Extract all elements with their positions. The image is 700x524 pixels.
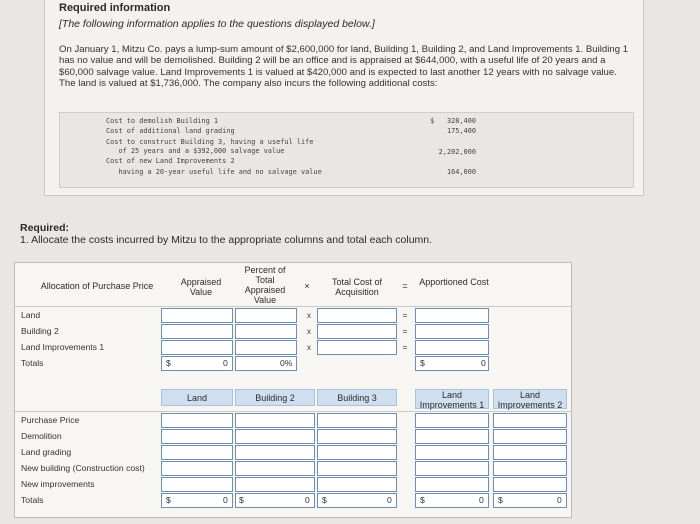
dollar-sign: $: [166, 358, 171, 368]
header-land-improvements-2: Land Improvements 2: [497, 390, 563, 410]
dollar-sign: $: [430, 117, 435, 125]
dollar-sign: $: [420, 358, 425, 368]
information-panel: [44, 0, 644, 196]
purchase-price-building-3-input[interactable]: [317, 413, 397, 428]
divider: [15, 306, 571, 307]
building-2-appraised-input[interactable]: [161, 324, 233, 339]
equals-operator: =: [402, 311, 408, 320]
land-improvements-1-percent-input[interactable]: [235, 340, 297, 355]
header-equals: =: [402, 281, 408, 291]
answer-grid: [14, 262, 572, 518]
cost-line: Cost to demolish Building 1: [106, 117, 219, 125]
cost-amount: 175,400: [446, 127, 476, 135]
row-label-purchase-price: Purchase Price: [21, 415, 80, 425]
column-header-land: [161, 389, 233, 406]
header-apportioned: Apportioned Cost: [419, 277, 489, 287]
cost-line: Cost to construct Building 3, having a useful life: [106, 138, 314, 146]
total-building-2-field: [235, 493, 315, 508]
new-building-land-input[interactable]: [161, 461, 233, 476]
purchase-price-land-input[interactable]: [161, 413, 233, 428]
cost-line: having a 20-year useful life and no salvage value: [106, 168, 322, 176]
building-2-apportioned-input[interactable]: [415, 324, 489, 339]
cost-line: of 25 years and a $392,000 salvage value: [106, 147, 285, 155]
dollar-sign: $: [498, 495, 503, 505]
total-land-value: 0: [223, 495, 228, 505]
header-allocation: Allocation of Purchase Price: [40, 281, 154, 291]
header-total-cost: Total Cost of Acquisition: [331, 277, 383, 297]
info-note: [The following information applies to the questions displayed below.]: [59, 18, 375, 30]
new-improvements-land-improvements-2-input[interactable]: [493, 477, 567, 492]
total-land-improvements-1-field: [415, 493, 489, 508]
demolition-building-2-input[interactable]: [235, 429, 315, 444]
row-label-building-2: Building 2: [21, 326, 59, 336]
cost-line: Cost of additional land grading: [106, 127, 235, 135]
additional-costs-box: [59, 112, 634, 188]
demolition-land-improvements-1-input[interactable]: [415, 429, 489, 444]
column-header-building-2: [235, 389, 315, 406]
times-operator: x: [307, 343, 311, 352]
dollar-sign: $: [420, 495, 425, 505]
land-grading-land-improvements-1-input[interactable]: [415, 445, 489, 460]
times-operator: x: [307, 311, 311, 320]
header-building-2: Building 2: [255, 393, 295, 403]
new-improvements-building-3-input[interactable]: [317, 477, 397, 492]
total-building-3-value: 0: [387, 495, 392, 505]
total-building-3-field: [317, 493, 397, 508]
cost-amount: 328,400: [446, 117, 476, 125]
land-improvements-1-total-cost-input[interactable]: [317, 340, 397, 355]
total-land-improvements-1-value: 0: [479, 495, 484, 505]
dollar-sign: $: [166, 495, 171, 505]
row-label-land-grading: Land grading: [21, 447, 72, 457]
land-improvements-1-appraised-input[interactable]: [161, 340, 233, 355]
cost-line: Cost of new Land Improvements 2: [106, 157, 235, 165]
row-label-land-improvements-1: Land Improvements 1: [21, 342, 105, 352]
total-building-2-value: 0: [305, 495, 310, 505]
land-total-cost-input[interactable]: [317, 308, 397, 323]
header-percent-total: Percent of Total Appraised Value: [244, 265, 286, 305]
land-percent-input[interactable]: [235, 308, 297, 323]
demolition-land-improvements-2-input[interactable]: [493, 429, 567, 444]
building-2-total-cost-input[interactable]: [317, 324, 397, 339]
apportioned-total-value: 0: [481, 358, 486, 368]
appraised-total-value: 0: [223, 358, 228, 368]
demolition-building-3-input[interactable]: [317, 429, 397, 444]
dollar-sign: $: [239, 495, 244, 505]
divider: [15, 411, 571, 412]
land-grading-land-input[interactable]: [161, 445, 233, 460]
demolition-land-input[interactable]: [161, 429, 233, 444]
dollar-sign: $: [322, 495, 327, 505]
problem-text: On January 1, Mitzu Co. pays a lump-sum amount of $2,600,000 for land, Building 1, Building 2, and Land Improvements 1. Building 1 has no value and will be demolished. Building 2 will be an office and is appraised at $644,000, with a useful life of 20 years and a $60,000 salvage value. Land Improvements 1 is valued at $420,000 and is expected to last another 12 years with no salvage value. The land is valued at $1,736,000. The company also incurs the following additional costs:: [59, 44, 629, 90]
header-land-improvements-1: Land Improvements 1: [419, 390, 485, 410]
cost-amount: 164,000: [446, 168, 476, 176]
column-header-building-3: [317, 389, 397, 406]
purchase-price-land-improvements-1-input[interactable]: [415, 413, 489, 428]
times-operator: x: [307, 327, 311, 336]
column-header-land-improvements-1: [415, 389, 489, 409]
land-appraised-input[interactable]: [161, 308, 233, 323]
question-1: 1. Allocate the costs incurred by Mitzu to the appropriate columns and total each column.: [20, 234, 433, 246]
land-apportioned-input[interactable]: [415, 308, 489, 323]
row-label-totals: Totals: [21, 358, 44, 368]
new-improvements-building-2-input[interactable]: [235, 477, 315, 492]
land-grading-building-3-input[interactable]: [317, 445, 397, 460]
equals-operator: =: [402, 327, 408, 336]
new-building-building-2-input[interactable]: [235, 461, 315, 476]
header-building-3: Building 3: [337, 393, 377, 403]
row-label-new-building: New building (Construction cost): [21, 463, 145, 473]
header-land: Land: [186, 393, 208, 403]
percent-total-value: 0%: [280, 358, 293, 368]
new-building-land-improvements-2-input[interactable]: [493, 461, 567, 476]
land-grading-building-2-input[interactable]: [235, 445, 315, 460]
row-label-land: Land: [21, 310, 41, 320]
row-label-totals: Totals: [21, 495, 44, 505]
required-information-title: Required information: [59, 2, 171, 14]
column-header-land-improvements-2: [493, 389, 567, 409]
required-heading: Required:: [20, 222, 70, 234]
total-land-improvements-2-field: [493, 493, 567, 508]
new-building-land-improvements-1-input[interactable]: [415, 461, 489, 476]
apportioned-total-field: [415, 356, 489, 371]
row-label-new-improvements: New improvements: [21, 479, 95, 489]
land-improvements-1-apportioned-input[interactable]: [415, 340, 489, 355]
header-times: ×: [304, 281, 310, 291]
header-appraised-value: Appraised Value: [180, 277, 222, 297]
row-label-demolition: Demolition: [21, 431, 62, 441]
purchase-price-building-2-input[interactable]: [235, 413, 315, 428]
new-improvements-land-input[interactable]: [161, 477, 233, 492]
new-improvements-land-improvements-1-input[interactable]: [415, 477, 489, 492]
land-grading-land-improvements-2-input[interactable]: [493, 445, 567, 460]
cost-amount: 2,202,000: [438, 148, 476, 156]
equals-operator: =: [402, 343, 408, 352]
building-2-percent-input[interactable]: [235, 324, 297, 339]
total-land-improvements-2-value: 0: [557, 495, 562, 505]
purchase-price-land-improvements-2-input[interactable]: [493, 413, 567, 428]
new-building-building-3-input[interactable]: [317, 461, 397, 476]
